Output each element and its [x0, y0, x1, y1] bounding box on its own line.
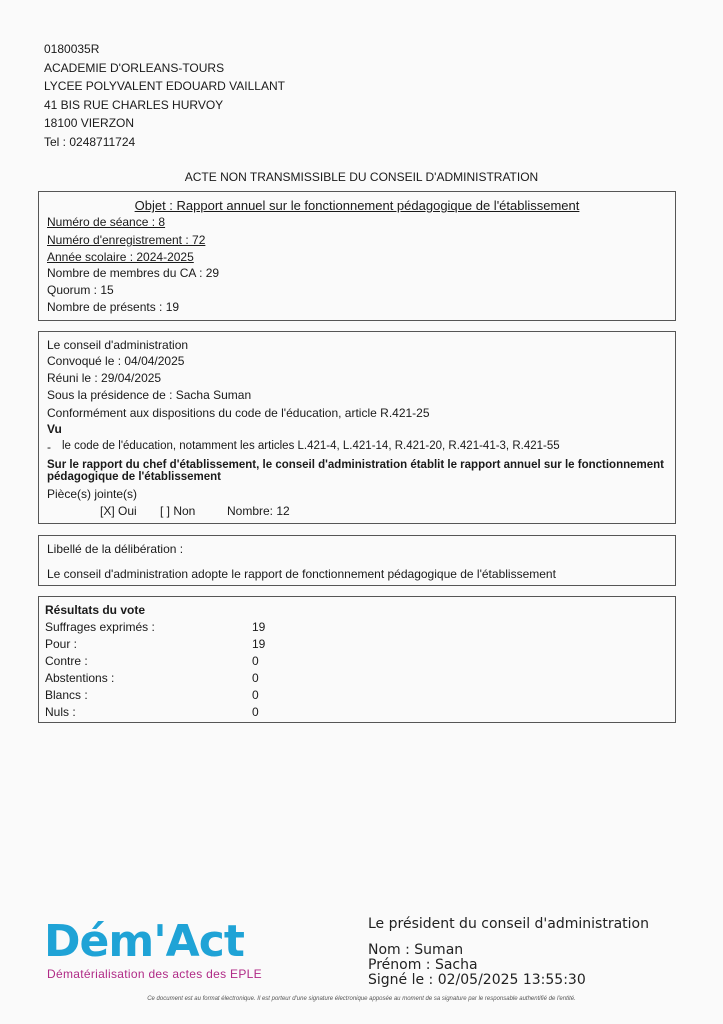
- conformement-text: Conformément aux dispositions du code de l'éducation, article R.421-25: [47, 406, 430, 420]
- present-count: Nombre de présents : 19: [47, 300, 180, 314]
- registration-number: Numéro d'enregistrement : 72: [47, 233, 206, 247]
- objet-box: [38, 191, 676, 321]
- vote-label-nuls: Nuls :: [45, 705, 76, 719]
- school-year: Année scolaire : 2024-2025: [47, 250, 194, 264]
- telephone: Tel : 0248711724: [44, 134, 136, 149]
- demact-subtitle: Dématérialisation des actes des EPLE: [47, 967, 262, 981]
- conseil-title: Le conseil d'administration: [47, 338, 189, 352]
- oui-checkbox: [X] Oui: [100, 504, 137, 518]
- libelle-heading: Libellé de la délibération :: [47, 542, 184, 556]
- vote-box: [38, 596, 676, 723]
- vote-value-contre: 0: [252, 654, 259, 668]
- convoque-date: Convoqué le : 04/04/2025: [47, 354, 185, 368]
- vote-value-suffrages: 19: [252, 620, 266, 634]
- street-address: 41 BIS RUE CHARLES HURVOY: [44, 97, 224, 112]
- document-title: ACTE NON TRANSMISSIBLE DU CONSEIL D'ADMINISTRATION: [184, 170, 539, 184]
- quorum: Quorum : 15: [47, 283, 114, 297]
- member-count: Nombre de membres du CA : 29: [47, 266, 220, 280]
- vu-item-dash: -: [47, 440, 51, 454]
- signature-date: Signé le : 02/05/2025 13:55:30: [368, 972, 586, 988]
- vote-label-blancs: Blancs :: [45, 688, 88, 702]
- vote-label-suffrages: Suffrages exprimés :: [45, 620, 155, 634]
- deliberation-box: [38, 535, 676, 586]
- vote-title: Résultats du vote: [45, 603, 146, 617]
- pieces-count: Nombre: 12: [227, 504, 290, 518]
- rapport-line-2: pédagogique de l'établissement: [47, 471, 221, 483]
- city: 18100 VIERZON: [44, 116, 135, 130]
- footer-disclaimer: Ce document est au format électronique. Il est porteur d'une signature électronique apposée au moment de sa signature par le responsable authentifié de l'entité.: [147, 996, 576, 1002]
- signature-prenom: Prénom : Sacha: [368, 957, 478, 973]
- establishment-header: [44, 40, 285, 151]
- lycee-name: LYCEE POLYVALENT EDOUARD VAILLANT: [44, 79, 285, 93]
- vote-value-pour: 19: [252, 637, 266, 651]
- non-checkbox: [ ] Non: [160, 504, 196, 518]
- reuni-date: Réuni le : 29/04/2025: [47, 371, 162, 385]
- demact-logo: Dém'Act: [44, 916, 244, 967]
- presidence: Sous la présidence de : Sacha Suman: [47, 388, 252, 402]
- signature-nom: Nom : Suman: [368, 942, 464, 958]
- academie-name: ACADEMIE D'ORLEANS-TOURS: [44, 60, 225, 75]
- conseil-box: [38, 331, 676, 524]
- pieces-jointes: Pièce(s) jointe(s): [47, 487, 138, 501]
- signature-title: Le président du conseil d'administration: [368, 916, 649, 932]
- vote-value-nuls: 0: [252, 705, 259, 719]
- objet-heading: Objet : Rapport annuel sur le fonctionnement pédagogique de l'établissement: [134, 198, 580, 213]
- vote-label-abstentions: Abstentions :: [45, 671, 115, 685]
- vu-heading: Vu: [47, 422, 62, 436]
- vote-label-contre: Contre :: [45, 654, 88, 668]
- deliberation-text: Le conseil d'administration adopte le rapport de fonctionnement pédagogique de l'établissement: [47, 567, 556, 581]
- rapport-line-1: Sur le rapport du chef d'établissement, le conseil d'administration établit le rapport annuel sur le fonctionnement: [47, 459, 664, 471]
- seance-number: Numéro de séance : 8: [47, 215, 166, 229]
- vu-item: le code de l'éducation, notamment les articles L.421-4, L.421-14, R.421-20, R.421-41-3, R.421-55: [62, 440, 560, 452]
- vote-label-pour: Pour :: [45, 637, 78, 651]
- vote-value-blancs: 0: [252, 688, 259, 702]
- establishment-code: 0180035R: [44, 42, 100, 56]
- vote-value-abstentions: 0: [252, 671, 259, 685]
